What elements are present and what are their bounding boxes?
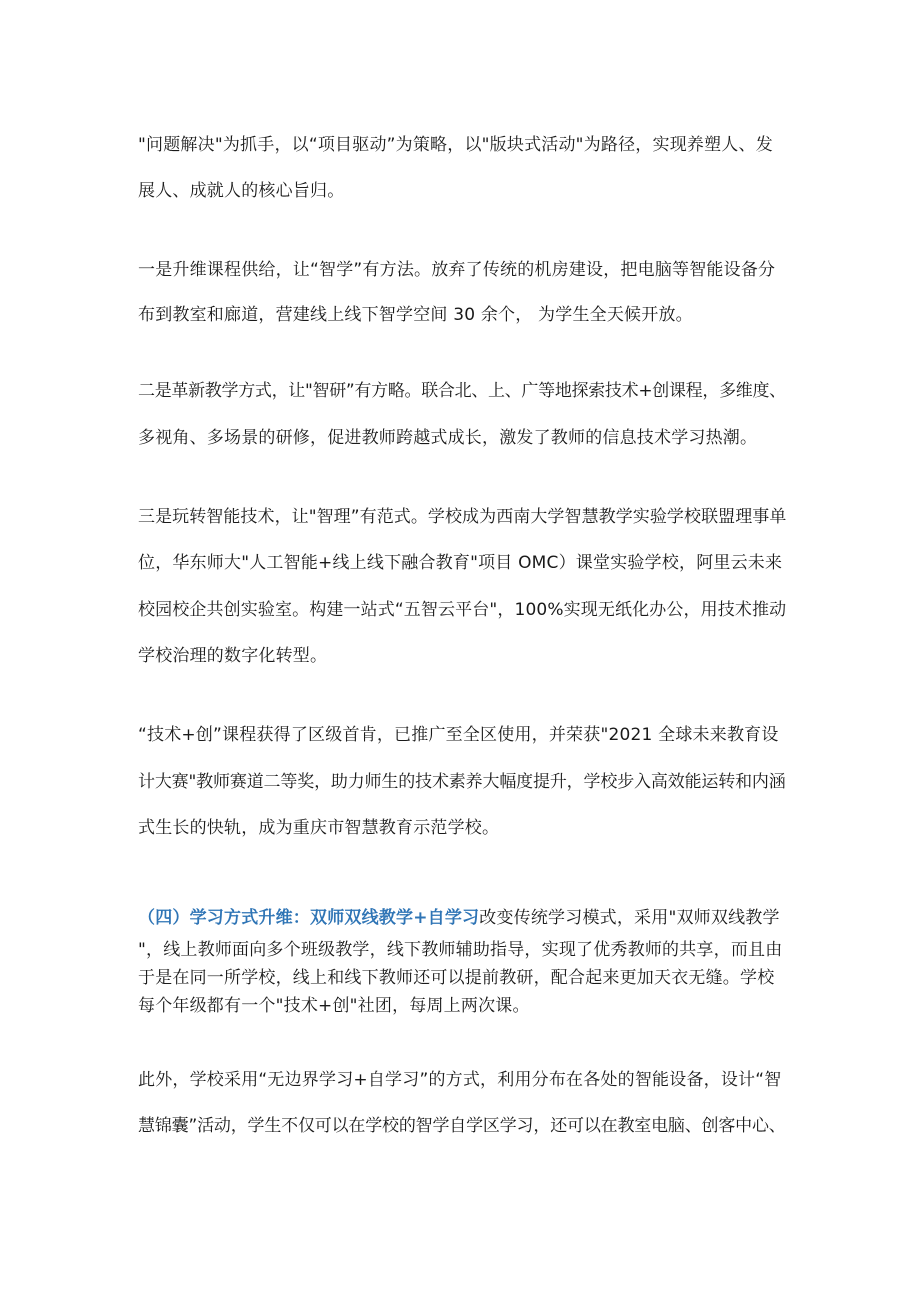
paragraph-5-line-1: “技术+创”课程获得了区级首肯，已推广至全区使用，并荣获"2021 全球未来教育设 <box>138 725 779 745</box>
paragraph-2-line-1: 一是升维课程供给，让“智学”有方法。放弃了传统的机房建设，把电脑等智能设备分 <box>138 260 776 280</box>
paragraph-7-line-1: 此外，学校采用“无边界学习+自学习”的方式，利用分布在各处的智能设备，设计“智 <box>138 1070 782 1090</box>
paragraph-4-line-2: 位，华东师大"人工智能+线上线下融合教育"项目 OMC）课堂实验学校，阿里云未来 <box>138 553 783 573</box>
paragraph-4-line-4: 学校治理的数字化转型。 <box>138 646 328 666</box>
section-heading: （四）学习方式升维：双师双线教学+自学习 <box>138 908 480 928</box>
paragraph-6-line-1-rest: 改变传统学习模式，采用"双师双线教学 <box>479 908 780 928</box>
paragraph-1-line-1: "问题解决"为抓手，以“项目驱动”为策略，以"版块式活动"为路径，实现养塑人、发 <box>138 135 773 155</box>
paragraph-6-line-4: 每个年级都有一个"技术+创"社团，每周上两次课。 <box>138 996 530 1016</box>
paragraph-5-line-3: 式生长的快轨，成为重庆市智慧教育示范学校。 <box>138 818 500 838</box>
paragraph-1-line-2: 展人、成就人的核心旨归。 <box>138 181 345 201</box>
paragraph-4-line-1: 三是玩转智能技术，让"智理”有范式。学校成为西南大学智慧教学实验学校联盟理事单 <box>138 507 787 527</box>
paragraph-4-line-3: 校园校企共创实验室。构建一站式“五智云平台"，100%实现无纸化办公，用技术推动 <box>138 600 787 620</box>
paragraph-7-line-2: 慧锦囊”活动，学生不仅可以在学校的智学自学区学习，还可以在教室电脑、创客中心、 <box>138 1116 786 1136</box>
paragraph-6-line-3: 于是在同一所学校，线上和线下教师还可以提前教研，配合起来更加天衣无缝。学校 <box>138 968 775 988</box>
paragraph-3-line-1: 二是革新教学方式，让"智研”有方略。联合北、上、广等地探索技术+创课程，多维度、 <box>138 381 786 401</box>
paragraph-6-line-2: "，线上教师面向多个班级教学，线下教师辅助指导，实现了优秀教师的共享，而且由 <box>138 940 783 960</box>
paragraph-6-line-1 <box>138 907 780 929</box>
paragraph-2-line-2: 布到教室和廊道，营建线上线下智学空间 30 余个， 为学生全天候开放。 <box>138 305 693 325</box>
paragraph-3-line-2: 多视角、多场景的研修，促进教师跨越式成长，激发了教师的信息技术学习热潮。 <box>138 428 758 448</box>
paragraph-5-line-2: 计大赛"教师赛道二等奖，助力师生的技术素养大幅度提升，学校步入高效能运转和内涵 <box>138 772 786 792</box>
